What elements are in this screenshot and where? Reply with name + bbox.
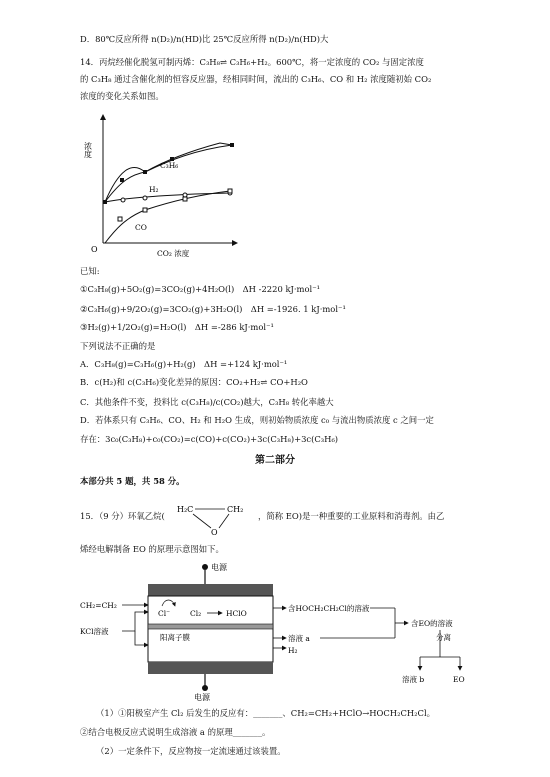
eo-solution-label: 含EO的溶液	[411, 619, 453, 628]
co-point	[228, 189, 232, 193]
origin-label: O	[91, 245, 98, 254]
epoxide-oxygen: O	[211, 528, 218, 537]
c3h6-point	[230, 143, 234, 147]
solution-b-label: 溶液 b	[402, 675, 425, 684]
cathode-electrode	[148, 662, 273, 674]
h2-point	[143, 196, 147, 200]
epoxide-structure	[175, 498, 255, 538]
question-15-line-2: 烯经电解制备 EO 的原理示意图如下。	[80, 544, 224, 554]
option-c: C．其他条件不变，投料比 c(C₃H₈)/c(CO₂)越大，C₃H₈ 转化率越大	[80, 397, 334, 407]
equation-2: ②C₃H₆(g)+9/2O₂(g)=3CO₂(g)+3H₂O(l) ΔH =-1926. 1 kJ·mol⁻¹	[80, 304, 346, 314]
equation-3: ③H₂(g)+1/2O₂(g)=H₂O(l) ΔH =-286 kJ·mol⁻¹	[80, 322, 274, 332]
output-chlorohydrin-label: 含HOCH₂CH₂Cl的溶液	[288, 604, 370, 613]
output-solution-a-label: 溶液 a	[288, 634, 310, 643]
co-point	[143, 208, 147, 212]
part-2-title: 第二部分	[255, 455, 295, 466]
question-15-suffix: ，简称 EO)是一种重要的工业原料和消毒剂。由乙	[258, 511, 445, 521]
part-2-description: 本部分共 5 题，共 58 分。	[80, 476, 185, 486]
option-d-line-2: 存在：3c₀(C₃H₈)+c₀(CO₂)=c(CO)+c(CO₂)+3c(C₃H₈)+3c(C₃H₆)	[80, 434, 339, 444]
h2-point	[183, 193, 187, 197]
question-15-prefix: 15．（9 分）环氧乙烷(	[80, 511, 165, 521]
c3h6-point	[120, 178, 124, 182]
question-14-line-3: 浓度的变化关系如图。	[80, 91, 164, 101]
known-label: 已知:	[80, 266, 100, 276]
epoxide-ch2: CH₂	[227, 505, 244, 514]
question-14-line-1: 14．丙烷经催化脱氢可制丙烯：C₃H₈⇌ C₃H₆+H₂。600℃，将一定浓度的 CO₂ 与固定浓度	[80, 57, 424, 67]
co-point	[183, 197, 187, 201]
electrolysis-diagram	[80, 560, 490, 700]
option-b: B．c(H₂)和 c(C₃H₆)变化差异的原因：CO₂+H₂⇌ CO+H₂O	[80, 377, 308, 387]
h2-series-label: H₂	[149, 185, 159, 194]
concentration-graph	[85, 110, 245, 260]
co-point	[118, 217, 122, 221]
power-top-terminal	[202, 564, 208, 570]
hclo-label: HClO	[226, 609, 247, 618]
eo-label: EO	[453, 675, 465, 684]
anode-electrode	[148, 584, 273, 596]
power-top-label: 电源	[211, 563, 227, 572]
output-h2-label: H₂	[288, 646, 298, 655]
option-a: A．C₃H₈(g)=C₃H₆(g)+H₂(g) ΔH =+124 kJ·mol⁻¹	[80, 359, 288, 369]
subquestion-1b: ②结合电极反应式说明生成溶液 a 的原理_______。	[80, 727, 271, 737]
membrane-strip	[148, 624, 273, 629]
separation-label: 分离	[436, 633, 451, 642]
y-axis-label: 浓度	[83, 142, 93, 158]
power-bottom-terminal	[202, 685, 208, 691]
subquestion-1: （1）①阳极室产生 Cl₂ 后发生的反应有：_______、CH₂=CH₂+HClO→HOCH₂CH₂Cl。	[96, 708, 435, 718]
option-d-previous: D．80℃反应所得 n(D₂)/n(HD)比 25℃反应所得 n(D₂)/n(HD)大	[80, 34, 329, 44]
x-axis-label: CO₂ 浓度	[157, 249, 190, 258]
equation-1: ①C₃H₈(g)+5O₂(g)=3CO₂(g)+4H₂O(l) ΔH -2220 kJ·mol⁻¹	[80, 284, 320, 294]
c3h6-point	[143, 170, 147, 174]
question-14-line-2: 的 C₃H₈ 通过含催化剂的恒容反应器，经相同时间，流出的 C₃H₆、CO 和 H₂ 浓度随初始 CO₂	[80, 74, 432, 84]
c3h6-series-label: C₃H₆	[160, 161, 179, 170]
kcl-label: KCl溶液	[80, 627, 109, 636]
h2-point	[121, 198, 125, 202]
membrane-label: 阳离子膜	[160, 633, 190, 642]
ethylene-label: CH₂=CH₂	[80, 601, 117, 610]
epoxide-h2c: H₂C	[177, 505, 194, 514]
chloride-ion-label: Cl⁻	[158, 609, 171, 618]
power-bottom-label: 电源	[194, 693, 210, 702]
question-ask: 下列说法不正确的是	[80, 341, 156, 351]
co-series-label: CO	[135, 223, 147, 232]
subquestion-2: （2）一定条件下，反应物按一定流速通过该装置。	[96, 746, 286, 756]
option-d-line-1: D．若体系只有 C₃H₆、CO、H₂ 和 H₂O 生成，则初始物质浓度 c₀ 与流出物质浓度 c 之间一定	[80, 415, 434, 425]
chlorine-label: Cl₂	[190, 609, 202, 618]
